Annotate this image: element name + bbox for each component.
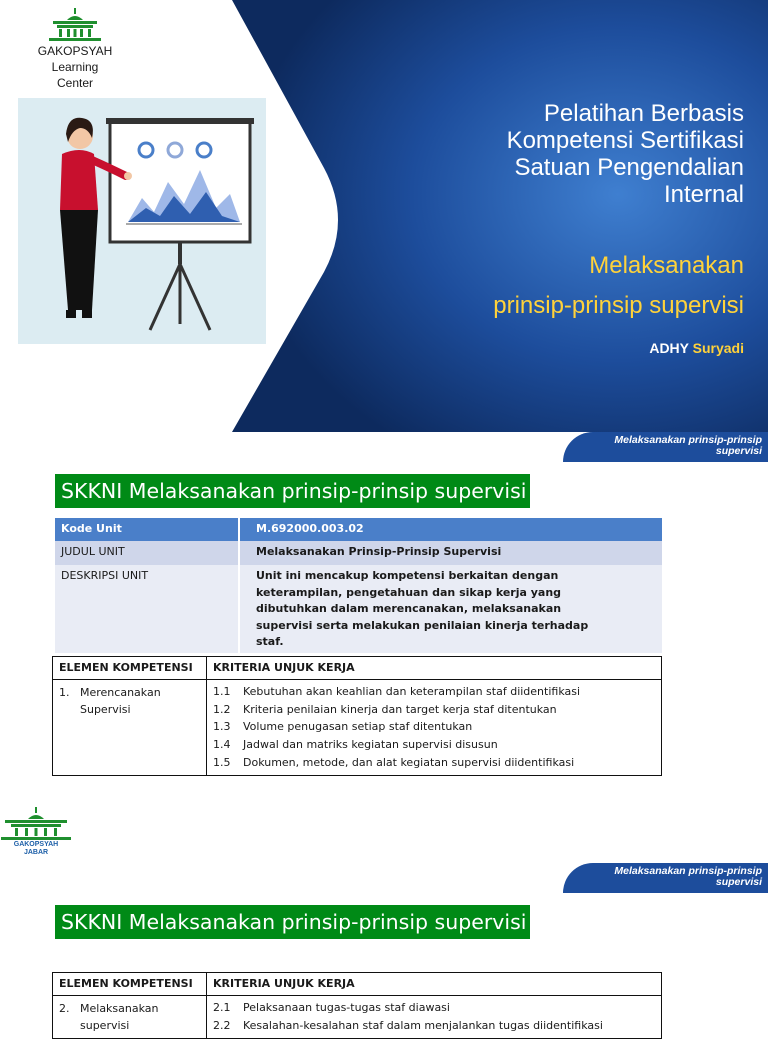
slide-heading: SKKNI Melaksanakan prinsip-prinsip supervisi <box>55 474 530 508</box>
element-name-line: Melaksanakan <box>80 1002 159 1015</box>
section-tab <box>563 432 768 462</box>
author-last-name: Suryadi <box>692 340 744 356</box>
list-item <box>213 718 580 736</box>
title-line-1: Pelatihan Berbasis <box>543 100 744 127</box>
unit-code-value: M.692000.003.02 <box>256 522 364 535</box>
list-item <box>213 754 580 772</box>
gakopsyah-logo <box>30 8 120 91</box>
header-criteria: KRITERIA UNJUK KERJA <box>213 661 355 674</box>
author-first-name: ADHY <box>649 340 689 356</box>
competency-table-header <box>53 657 661 680</box>
criteria-text: Volume penugasan setiap staf ditentukan <box>243 720 473 734</box>
criteria-number: 1.3 <box>213 720 231 734</box>
element-name-line: Merencanakan <box>80 686 161 699</box>
author-name <box>649 340 744 356</box>
criteria-list <box>207 996 609 1038</box>
presentation-title <box>414 100 744 208</box>
subtitle-line-1: Melaksanakan <box>589 252 744 279</box>
criteria-number: 1.5 <box>213 755 231 769</box>
description-line: Unit ini mencakup kompetensi berkaitan dengan <box>256 569 559 582</box>
criteria-number: 1.2 <box>213 702 231 716</box>
table-row <box>53 996 661 1038</box>
list-item <box>213 1017 603 1035</box>
logo-line-3: Center <box>56 76 94 90</box>
logo-line-1: GAKOPSYAH <box>13 841 59 848</box>
slide-heading: SKKNI Melaksanakan prinsip-prinsip supervisi <box>55 905 530 939</box>
section-tab-line-1: Melaksanakan prinsip-prinsip <box>614 865 762 877</box>
header-criteria: KRITERIA UNJUK KERJA <box>213 977 355 990</box>
unit-row-title <box>55 541 662 565</box>
table-row <box>53 680 661 775</box>
description-line: staf. <box>256 635 284 648</box>
criteria-number: 2.2 <box>213 1018 231 1032</box>
description-line: supervisi serta melakukan penilaian kinerja terhadap <box>256 618 589 632</box>
element-name-line: supervisi <box>80 1019 130 1032</box>
criteria-text: Jadwal dan matriks kegiatan supervisi disusun <box>243 738 498 752</box>
criteria-number: 2.1 <box>213 1001 231 1014</box>
logo-line-2: JABAR <box>23 849 49 856</box>
competency-table <box>52 972 662 1039</box>
criteria-list <box>207 680 586 775</box>
unit-row-description <box>55 565 662 653</box>
competency-table <box>52 656 662 776</box>
presenter-illustration <box>18 98 266 344</box>
description-line: dibutuhkan dalam merencanakan, melaksanakan <box>256 602 562 615</box>
unit-code-label: Kode Unit <box>61 522 122 535</box>
unit-description-label: DESKRIPSI UNIT <box>61 569 149 582</box>
criteria-number: 1.1 <box>213 685 231 698</box>
logo-line-2: Learning <box>51 60 99 74</box>
title-line-3: Satuan Pengendalian <box>514 154 744 181</box>
criteria-text: Pelaksanaan tugas-tugas staf diawasi <box>243 1001 450 1014</box>
list-item <box>213 736 580 754</box>
section-tab-line-2: supervisi <box>715 445 762 457</box>
skkni-slide-1 <box>0 432 768 787</box>
title-line-4: Internal <box>663 181 744 208</box>
list-item <box>213 701 580 719</box>
element-name-line: Supervisi <box>80 703 131 716</box>
section-tab-line-2: supervisi <box>715 876 762 888</box>
title-slide <box>0 0 768 432</box>
logo-line-1: GAKOPSYAH <box>37 44 113 58</box>
criteria-text: Dokumen, metode, dan alat kegiatan supervisi diidentifikasi <box>243 755 575 769</box>
unit-table <box>55 518 662 653</box>
unit-title-label: JUDUL UNIT <box>61 545 125 558</box>
criteria-text: Kriteria penilaian kinerja dan target kerja staf ditentukan <box>243 702 557 716</box>
criteria-number: 1.4 <box>213 738 231 752</box>
section-tab-line-1: Melaksanakan prinsip-prinsip <box>614 434 762 446</box>
mosque-icon <box>47 8 103 42</box>
criteria-text: Kebutuhan akan keahlian dan keterampilan staf diidentifikasi <box>243 685 581 698</box>
unit-row-code <box>55 518 662 541</box>
presentation-subtitle <box>404 246 744 326</box>
header-element: ELEMEN KOMPETENSI <box>53 973 207 995</box>
element-number: 1. <box>59 686 70 699</box>
list-item <box>213 683 580 701</box>
gakopsyah-jabar-logo <box>0 807 72 857</box>
skkni-slide-2 <box>0 787 768 1032</box>
description-line: keterampilan, pengetahuan dan sikap kerja yang <box>256 585 562 599</box>
header-element: ELEMEN KOMPETENSI <box>53 657 207 679</box>
mosque-icon <box>1 807 71 841</box>
list-item <box>213 999 603 1017</box>
competency-table-header <box>53 973 661 996</box>
unit-title-value: Melaksanakan Prinsip-Prinsip Supervisi <box>256 545 502 558</box>
title-line-2: Kompetensi Sertifikasi <box>506 127 744 154</box>
criteria-text: Kesalahan-kesalahan staf dalam menjalankan tugas diidentifikasi <box>243 1018 603 1032</box>
subtitle-line-2: prinsip-prinsip supervisi <box>493 292 744 319</box>
element-number: 2. <box>59 1002 70 1015</box>
competency-element <box>53 680 207 775</box>
competency-element <box>53 996 207 1038</box>
unit-description-value <box>240 565 662 654</box>
section-tab <box>563 863 768 893</box>
